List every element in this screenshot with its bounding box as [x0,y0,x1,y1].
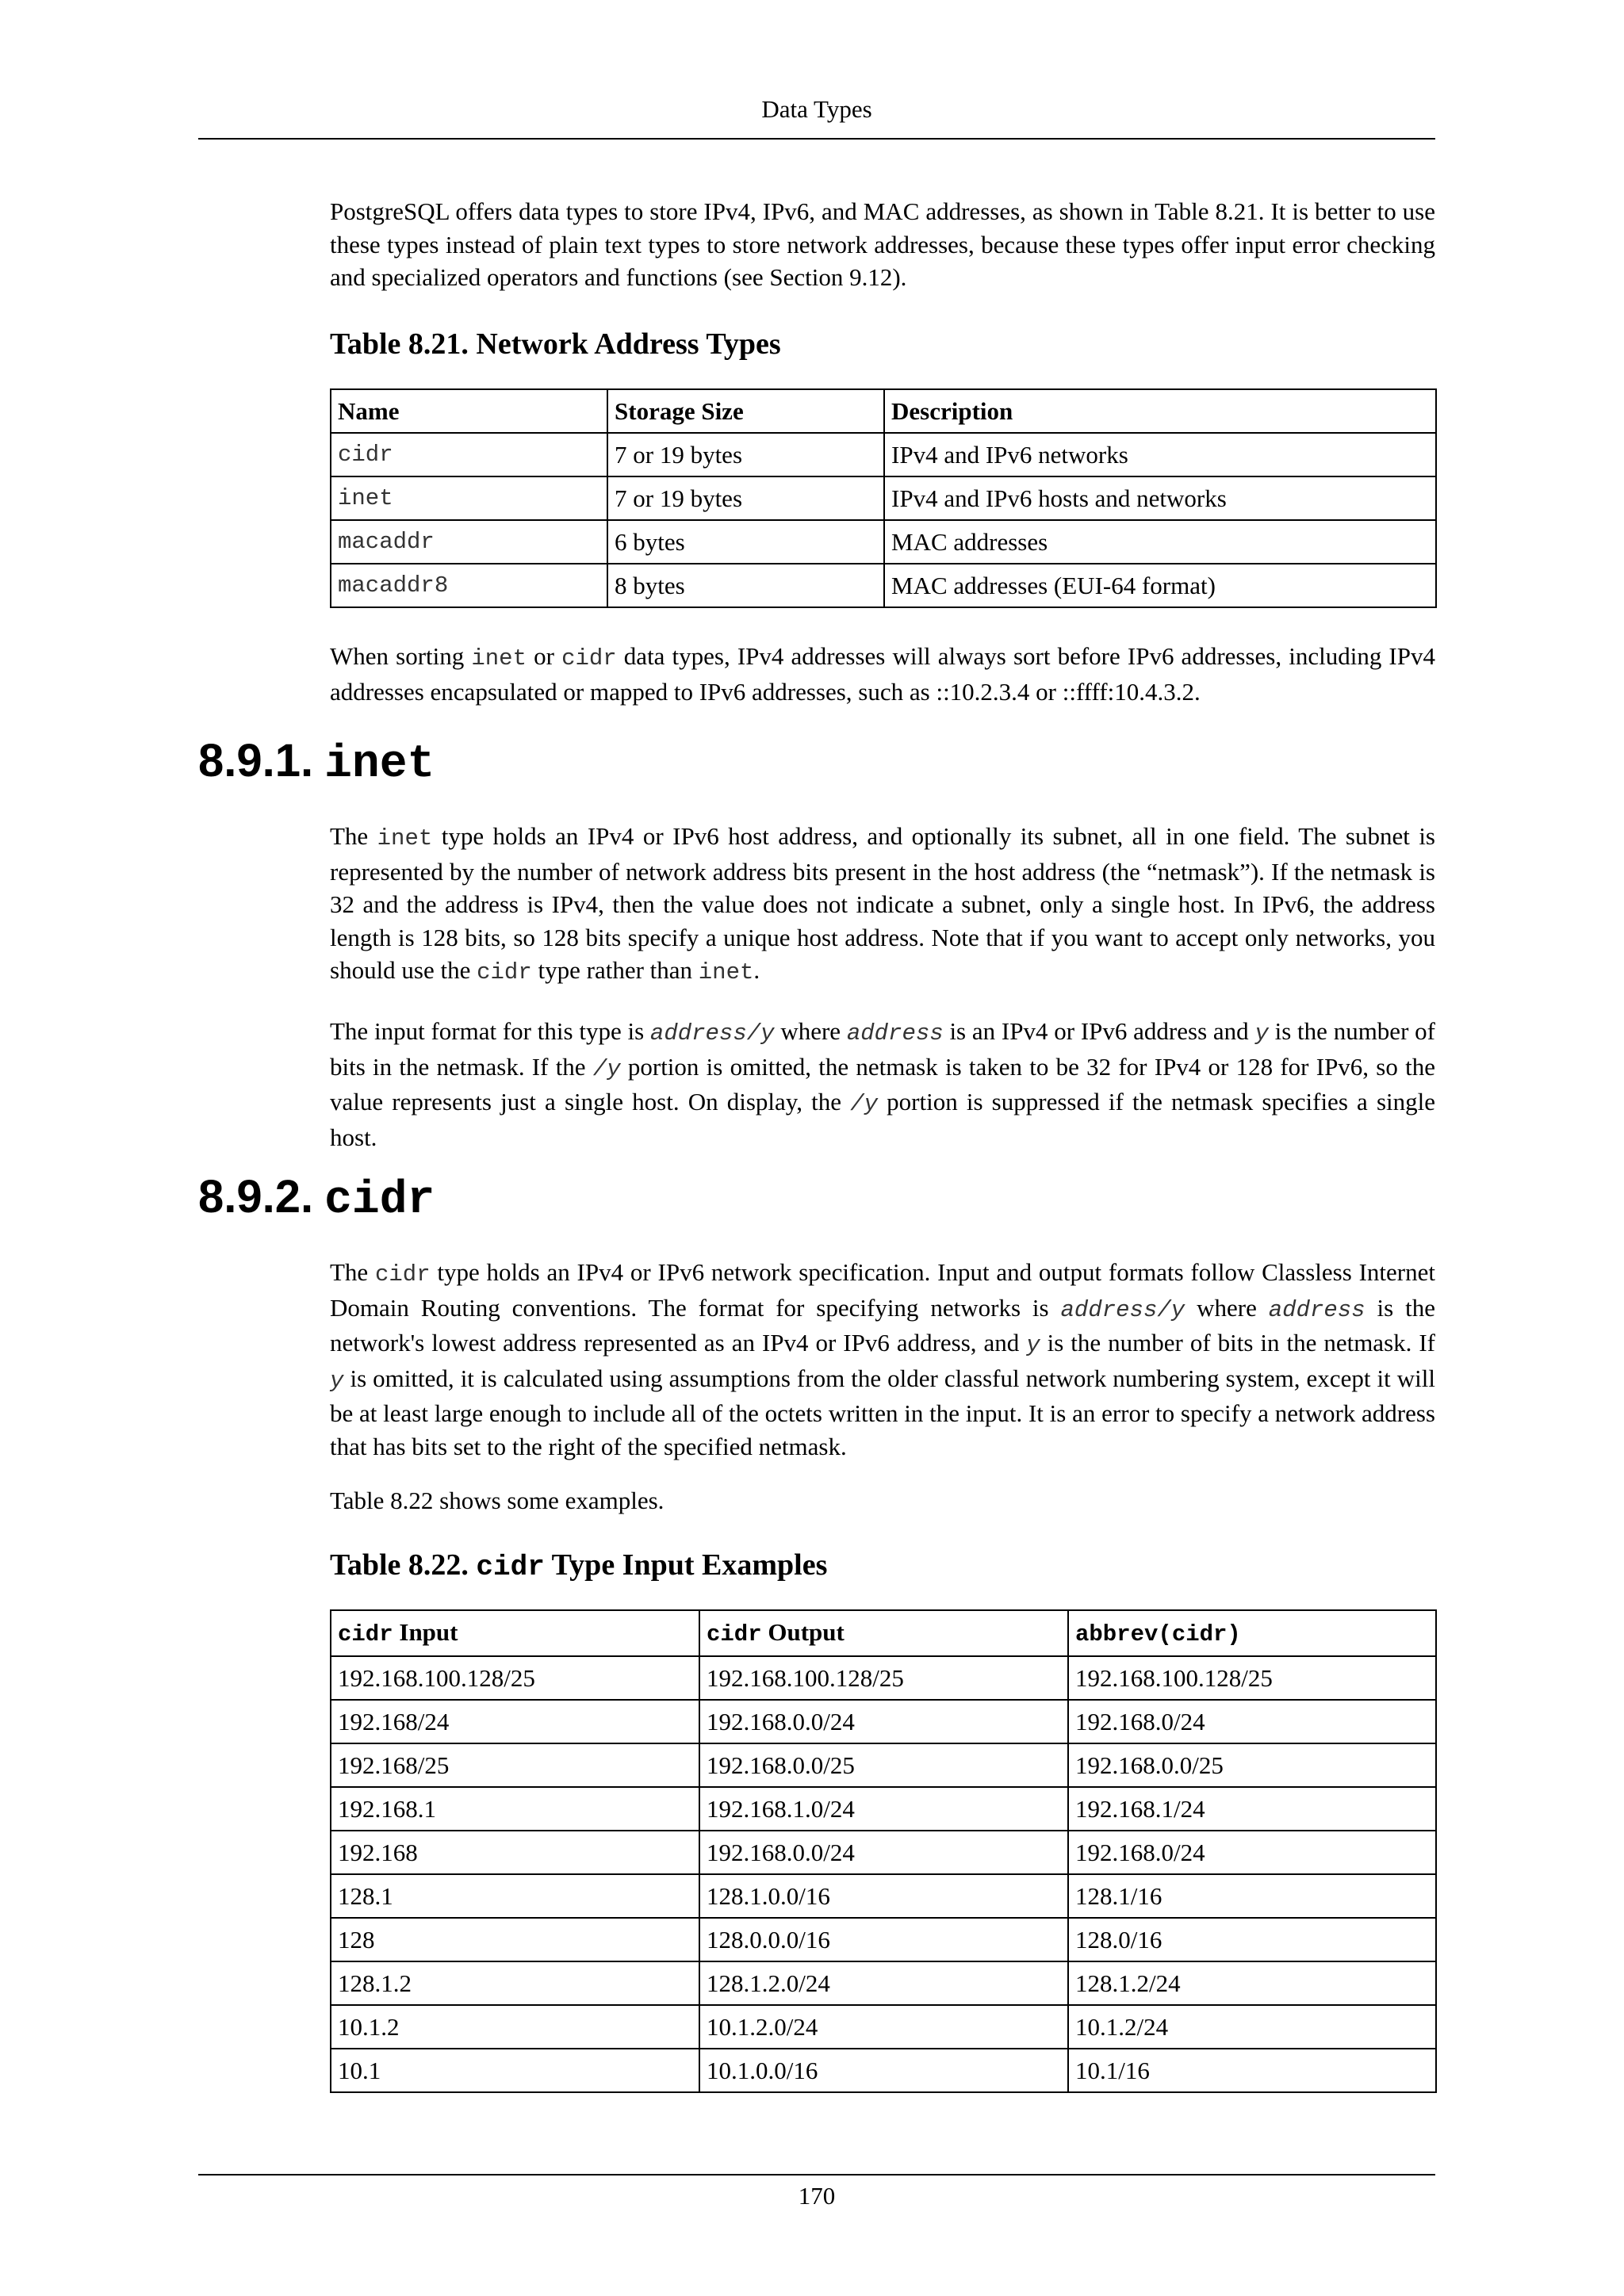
table-cell: macaddr [331,520,607,564]
section-892-body-2 [330,1484,1435,1517]
table-cell: macaddr8 [331,564,607,607]
text-run: The [330,822,377,850]
inet-paragraph-1 [330,820,1435,989]
inline-code: y [330,1367,344,1394]
table-cell: 128.1.2/24 [1068,1961,1436,2005]
section-number: 8.9.1. [198,735,314,786]
column-header-name: Name [331,389,607,433]
text-run: Input [393,1618,458,1646]
table-cell: 128.1/16 [1068,1874,1436,1918]
table-cell: 192.168.1.0/24 [699,1787,1068,1831]
text-run: . [753,956,760,984]
table-cell: 192.168.1/24 [1068,1787,1436,1831]
table-row [331,476,1436,520]
table-cell: 128 [331,1918,699,1961]
table-cell: 192.168.100.128/25 [331,1656,699,1700]
cidr-paragraph-1 [330,1256,1435,1463]
table-cell: 128.1.2 [331,1961,699,2005]
table-cell: 192.168 [331,1831,699,1874]
table-row [331,1787,1436,1831]
inline-code: cidr [338,1621,393,1647]
table-cell: 8 bytes [607,564,884,607]
table-cell: 10.1/16 [1068,2049,1436,2092]
inline-code: cidr [374,1261,431,1288]
column-header-cidr-input [331,1610,699,1656]
inline-code: y [1254,1020,1269,1047]
table-cell: 128.1.0.0/16 [699,1874,1068,1918]
table-cell: 192.168.100.128/25 [1068,1656,1436,1700]
text-run: Output [761,1618,845,1646]
inline-code: inet [471,645,527,672]
table-cell: 7 or 19 bytes [607,433,884,476]
inline-code: cidr [707,1621,762,1647]
inline-code: /y [850,1091,879,1117]
table-821-wrap [330,388,1435,608]
inline-code: inet [698,959,754,985]
section-892-body [330,1256,1435,1463]
table-cell: 10.1.2.0/24 [699,2005,1068,2049]
table-cell: MAC addresses (EUI-64 format) [884,564,1436,607]
inline-code: address [846,1020,944,1047]
inline-code: cidr [477,959,532,985]
table-cell: IPv4 and IPv6 hosts and networks [884,476,1436,520]
table-row [331,1743,1436,1787]
table-row [331,1918,1436,1961]
table-row [331,433,1436,476]
text-run: portion is omitted, the netmask is taken to be 32 for IPv4 or 128 for IPv6, so the value represents just a single host. On display, the [330,1052,1435,1115]
table-cell: 10.1.2/24 [1068,2005,1436,2049]
cidr-paragraph-2: Table 8.22 shows some examples. [330,1487,665,1514]
table-821-body [331,433,1436,607]
section-891-body-2 [330,1015,1435,1154]
column-header-description: Description [884,389,1436,433]
text-run: is the network's lowest address represented as an IPv4 or IPv6 address, and [330,1293,1435,1357]
intro-paragraph: PostgreSQL offers data types to store IPv4, IPv6, and MAC addresses, as shown in Table 8.21. It is better to use these types instead of plain text types to store network addresses, because these types offer input error checking and specialized operators and functions (see Section 9.12). [330,197,1435,291]
table-row [331,1831,1436,1874]
table-cell: 192.168.0/24 [1068,1831,1436,1874]
section-891-body [330,820,1435,989]
table-cell: MAC addresses [884,520,1436,564]
section-heading-cidr [198,1170,435,1226]
table-header-row [331,389,1436,433]
inline-code: abbrev(cidr) [1075,1621,1241,1647]
table-cell: 7 or 19 bytes [607,476,884,520]
table-822-title-wrap [330,1548,1435,1583]
running-header: Data Types [761,95,872,123]
table-cidr-input-examples [330,1609,1437,2093]
table-cell: 10.1 [331,2049,699,2092]
inline-code: address/y [1060,1296,1185,1323]
section-code: cidr [324,1175,435,1226]
table-822-body [331,1656,1436,2092]
text-run: is omitted, it is calculated using assumptions from the older classful network numbering system, except it will be at least large enough to include all of the octets written in the input. It is an error to specify a network address that has bits set to the right of the specified netmask. [330,1364,1436,1460]
table-cell: 128.1 [331,1874,699,1918]
table-row [331,1874,1436,1918]
section-code: inet [324,739,435,790]
table-cell: 192.168.0/24 [1068,1700,1436,1743]
table-cell: 192.168.0.0/25 [1068,1743,1436,1787]
table-row [331,1700,1436,1743]
inline-code: /y [592,1055,621,1082]
table-cell: 192.168.1 [331,1787,699,1831]
table-cell: 6 bytes [607,520,884,564]
table-network-address-types [330,388,1437,608]
table-header-row [331,1610,1436,1656]
inline-code: address/y [649,1020,775,1047]
table-cell: inet [331,476,607,520]
section-number: 8.9.2. [198,1171,314,1223]
header-rule [198,138,1435,140]
text-run: where [774,1017,847,1045]
table-row [331,2049,1436,2092]
inline-code: inet [377,825,433,851]
text-run: is the number of bits in the netmask. If the [330,1017,1435,1081]
column-header-storage-size: Storage Size [607,389,884,433]
text-run: where [1185,1293,1269,1322]
column-header-abbrev-cidr [1068,1610,1436,1656]
text-run: portion is suppressed if the netmask specifies a single host. [330,1088,1435,1151]
table-821-title: Table 8.21. Network Address Types [330,327,781,361]
table-822-wrap [330,1609,1435,2093]
table-cell: 10.1.2 [331,2005,699,2049]
column-header-cidr-output [699,1610,1068,1656]
table-cell: 192.168/24 [331,1700,699,1743]
text-run: is an IPv4 or IPv6 address and [943,1017,1255,1045]
text-run: The input format for this type is [330,1017,650,1045]
intro-section [330,195,1435,294]
table-822-title [330,1548,1435,1583]
table-cell: 192.168.100.128/25 [699,1656,1068,1700]
inline-code: address [1268,1296,1365,1323]
text-run: type rather than [531,956,699,984]
table-cell: 128.1.2.0/24 [699,1961,1068,2005]
text-run: or [527,642,562,670]
table-cell: 128.0.0.0/16 [699,1918,1068,1961]
table-row [331,520,1436,564]
text-run: is the number of bits in the netmask. If [1040,1329,1436,1357]
table-row [331,1961,1436,2005]
text-run: type holds an IPv4 or IPv6 host address, and optionally its subnet, all in one field. The subnet is represented by the number of network address bits present in the host address (the “netmask”). If the netmask is 32 and the address is IPv4, then the value does not indicate a subnet, only a single host. In IPv6, the address length is 128 bits, so 128 bits specify a unique host address. Note that if you want to accept only networks, you should use the [330,822,1435,984]
text-run: Type Input Examples [544,1548,828,1582]
table-cell: 192.168.0.0/24 [699,1700,1068,1743]
table-row [331,2005,1436,2049]
inet-paragraph-2 [330,1015,1435,1154]
table-row [331,1656,1436,1700]
table-cell: 128.0/16 [1068,1918,1436,1961]
table-cell: cidr [331,433,607,476]
table-cell: 192.168.0.0/25 [699,1743,1068,1787]
table-821-title-wrap [330,327,1435,362]
text-run: type holds an IPv4 or IPv6 network specification. Input and output formats follow Classless Internet Domain Routing conventions. The format for specifying networks is [330,1258,1435,1322]
table-row [331,564,1436,607]
inline-code: y [1026,1332,1040,1358]
sorting-paragraph [330,640,1435,708]
inline-code: cidr [561,645,617,672]
table-cell: 10.1.0.0/16 [699,2049,1068,2092]
text-run: Table 8.22. [330,1548,477,1582]
text-run: When sorting [330,642,472,670]
text-run: The [330,1258,375,1286]
inline-code: cidr [476,1551,545,1583]
table-cell: 192.168/25 [331,1743,699,1787]
table-cell: 192.168.0.0/24 [699,1831,1068,1874]
text-run: data types, IPv4 addresses will always sort before IPv6 addresses, including IPv4 addresses encapsulated or mapped to IPv6 addresses, such as ::10.2.3.4 or ::ffff:10.4.3.2. [330,642,1435,706]
page-number: 170 [798,2182,836,2210]
section-heading-inet [198,734,435,790]
sorting-section [330,640,1435,708]
footer-rule [198,2174,1435,2175]
table-cell: IPv4 and IPv6 networks [884,433,1436,476]
